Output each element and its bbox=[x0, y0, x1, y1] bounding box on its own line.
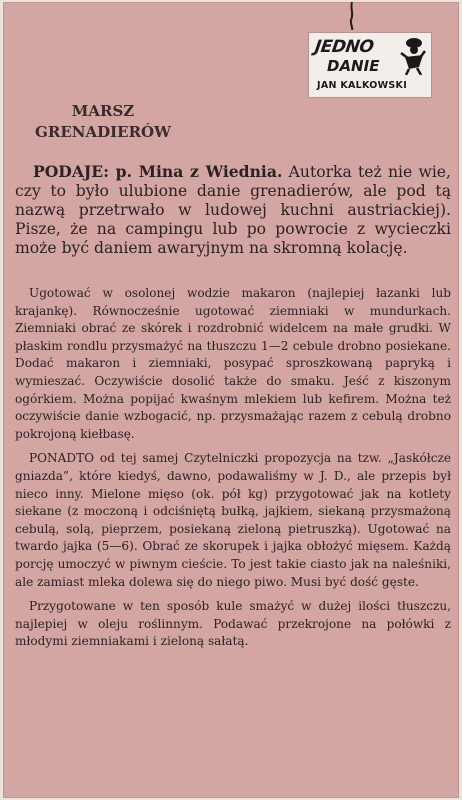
column-logo bbox=[308, 32, 432, 98]
lead-label: PODAJE: p. Mina z Wiednia. bbox=[33, 162, 283, 181]
paragraph-serving: Przygotowane w ten sposób kule smażyć w dużej ilości tłuszczu, najlepiej w oleju roślinnym. Podawać przekrojone na połówki z młodymi ziemniakami i zieloną sałatą. bbox=[15, 599, 451, 649]
logo-line2: DANIE bbox=[327, 57, 380, 75]
title-line2: GRENADIERÓW bbox=[35, 123, 171, 141]
paragraph-ponadto: PONADTO od tej samej Czytelniczki propozycja na tzw. „Jaskółcze gniazda”, które kiedyś, dawno, podawaliśmy w J. D., ale przepis był nieco inny. Mielone mięso (ok. pół kg) przygotować jak na kotlety siekane (z moczoną i odciśniętą bułką, jajkiem, siekaną przysmażoną cebulą, solą, pieprzem, posiekaną zieloną pietruszką). Ugotować na twardo jajka (5—6). Obrać ze skorupek i jajka obłożyć mięsem. Każdą porcję umoczyć w piwnym cieście. To jest takie ciasto jak na naleśniki, ale zamiast mleka dolewa się do niego piwo. Musi być dość gęste. bbox=[15, 451, 451, 589]
pen-mark-icon bbox=[348, 2, 356, 30]
chef-figure-icon bbox=[399, 37, 427, 75]
title-line1: MARSZ bbox=[71, 102, 135, 120]
article-body bbox=[15, 285, 451, 658]
lead-paragraph bbox=[15, 162, 451, 258]
logo-line1: JEDNO bbox=[313, 37, 375, 57]
article-title bbox=[18, 101, 188, 143]
logo-author: JAN KALKOWSKI bbox=[317, 80, 408, 91]
paragraph-recipe: Ugotować w osolonej wodzie makaron (najlepiej łazanki lub krajankę). Równocześnie ugotować ziemniaki w mundurkach. Ziemniaki obrać ze skórek i rozdrobnić widelcem na małe grudki. W płaskim rondlu przysmażyć na tłuszczu 1—2 cebule drobno posiekane. Dodać makaron i ziemniaki, posypać sproszkowaną papryką i wymieszać. Oczywiście dosolić także do smaku. Jeść z kiszonym ogórkiem. Można popijać kwaśnym mlekiem lub kefirem. Można też oczywiście danie wzbogacić, np. przysmażając razem z cebulą drobno pokrojoną kiełbasę. bbox=[15, 286, 451, 441]
newspaper-clipping bbox=[3, 2, 459, 798]
lead-text: Autorka też nie wie, czy to było ulubione danie grenadierów, ale pod tą nazwą przetrwało w ludowej kuchni austriackiej). Pisze, że na campingu lub po powrocie z wycieczki może być daniem awaryjnym na skromną kolację. bbox=[15, 163, 451, 257]
